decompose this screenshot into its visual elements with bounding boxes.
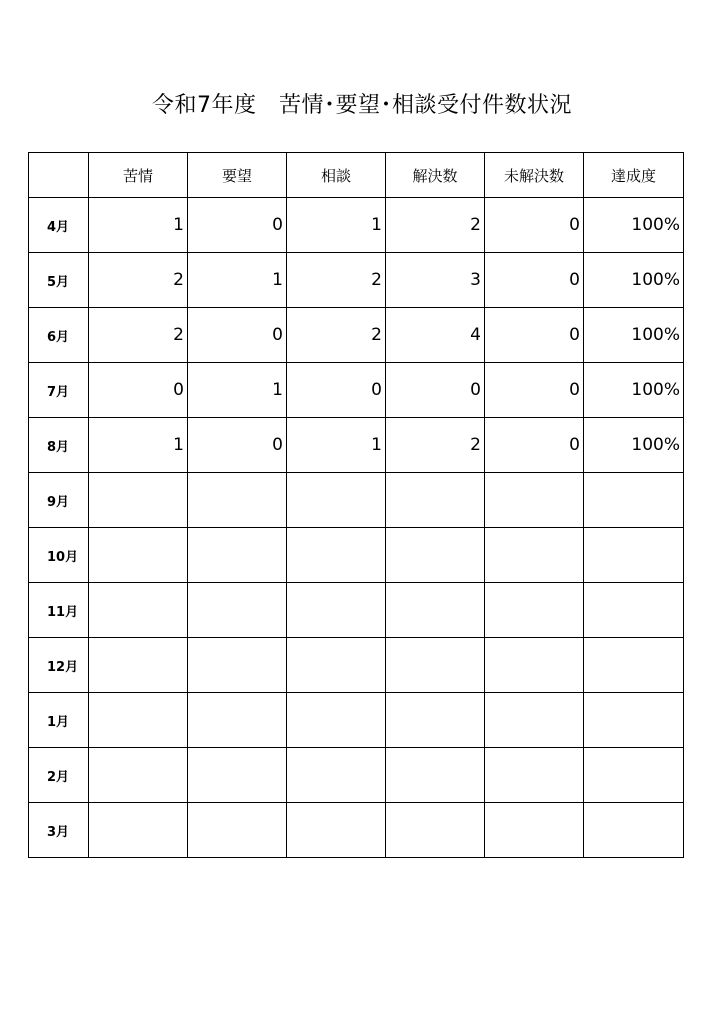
achievement-cell: 100% [584, 308, 684, 363]
achievement-cell: 100% [584, 363, 684, 418]
complaints-cell: 0 [89, 363, 188, 418]
achievement-cell [584, 528, 684, 583]
resolved-cell [386, 803, 485, 858]
complaints-cell: 1 [89, 418, 188, 473]
requests-cell [188, 693, 287, 748]
table-row [29, 748, 684, 803]
month-label: 12月 [29, 638, 89, 693]
achievement-cell: 100% [584, 418, 684, 473]
resolved-cell [386, 638, 485, 693]
requests-cell: 1 [188, 363, 287, 418]
month-label: 3月 [29, 803, 89, 858]
consultations-cell [287, 528, 386, 583]
achievement-cell [584, 803, 684, 858]
unresolved-cell [485, 583, 584, 638]
consultations-cell [287, 473, 386, 528]
requests-cell [188, 803, 287, 858]
table-row [29, 253, 684, 308]
month-label: 2月 [29, 748, 89, 803]
table-row [29, 418, 684, 473]
achievement-cell [584, 638, 684, 693]
resolved-cell [386, 528, 485, 583]
consultations-cell [287, 693, 386, 748]
consultations-cell: 0 [287, 363, 386, 418]
achievement-cell [584, 748, 684, 803]
resolved-cell [386, 693, 485, 748]
requests-cell [188, 583, 287, 638]
complaints-cell [89, 748, 188, 803]
complaint-stats-table [28, 152, 684, 858]
unresolved-cell: 0 [485, 198, 584, 253]
unresolved-cell: 0 [485, 363, 584, 418]
consultations-cell [287, 803, 386, 858]
consultations-cell: 2 [287, 308, 386, 363]
resolved-cell: 2 [386, 418, 485, 473]
month-label: 4月 [29, 198, 89, 253]
requests-cell [188, 473, 287, 528]
header-resolved: 解決数 [386, 153, 485, 198]
month-label: 1月 [29, 693, 89, 748]
complaints-cell [89, 583, 188, 638]
document-title: 令和7年度 苦情･要望･相談受付件数状況 [152, 93, 572, 118]
consultations-cell: 1 [287, 418, 386, 473]
requests-cell: 1 [188, 253, 287, 308]
month-label: 9月 [29, 473, 89, 528]
resolved-cell [386, 583, 485, 638]
resolved-cell [386, 473, 485, 528]
unresolved-cell [485, 638, 584, 693]
resolved-cell [386, 748, 485, 803]
month-label: 10月 [29, 528, 89, 583]
achievement-cell [584, 693, 684, 748]
header-unresolved: 未解決数 [485, 153, 584, 198]
month-label: 7月 [29, 363, 89, 418]
consultations-cell: 1 [287, 198, 386, 253]
consultations-cell [287, 748, 386, 803]
table-row [29, 638, 684, 693]
complaints-cell: 1 [89, 198, 188, 253]
achievement-cell: 100% [584, 253, 684, 308]
consultations-cell [287, 583, 386, 638]
table-row [29, 473, 684, 528]
month-label: 5月 [29, 253, 89, 308]
requests-cell [188, 748, 287, 803]
table-row [29, 363, 684, 418]
table-row [29, 693, 684, 748]
complaints-cell [89, 473, 188, 528]
month-label: 11月 [29, 583, 89, 638]
achievement-cell: 100% [584, 198, 684, 253]
requests-cell: 0 [188, 308, 287, 363]
achievement-cell [584, 473, 684, 528]
table-row [29, 308, 684, 363]
unresolved-cell [485, 528, 584, 583]
header-complaints: 苦情 [89, 153, 188, 198]
table-body [29, 198, 684, 858]
unresolved-cell: 0 [485, 308, 584, 363]
unresolved-cell [485, 473, 584, 528]
unresolved-cell: 0 [485, 253, 584, 308]
requests-cell: 0 [188, 418, 287, 473]
header-corner [29, 153, 89, 198]
achievement-cell [584, 583, 684, 638]
complaints-cell [89, 528, 188, 583]
resolved-cell: 3 [386, 253, 485, 308]
unresolved-cell [485, 693, 584, 748]
requests-cell [188, 528, 287, 583]
header-requests: 要望 [188, 153, 287, 198]
table-row [29, 583, 684, 638]
table-row [29, 198, 684, 253]
month-label: 6月 [29, 308, 89, 363]
consultations-cell: 2 [287, 253, 386, 308]
unresolved-cell [485, 803, 584, 858]
requests-cell [188, 638, 287, 693]
month-label: 8月 [29, 418, 89, 473]
table-row [29, 803, 684, 858]
complaints-cell [89, 693, 188, 748]
complaints-cell: 2 [89, 253, 188, 308]
resolved-cell: 4 [386, 308, 485, 363]
header-row [29, 153, 684, 198]
header-consultations: 相談 [287, 153, 386, 198]
consultations-cell [287, 638, 386, 693]
complaints-cell: 2 [89, 308, 188, 363]
resolved-cell: 0 [386, 363, 485, 418]
complaints-cell [89, 638, 188, 693]
unresolved-cell [485, 748, 584, 803]
resolved-cell: 2 [386, 198, 485, 253]
complaints-cell [89, 803, 188, 858]
table-row [29, 528, 684, 583]
header-achievement: 達成度 [584, 153, 684, 198]
requests-cell: 0 [188, 198, 287, 253]
unresolved-cell: 0 [485, 418, 584, 473]
